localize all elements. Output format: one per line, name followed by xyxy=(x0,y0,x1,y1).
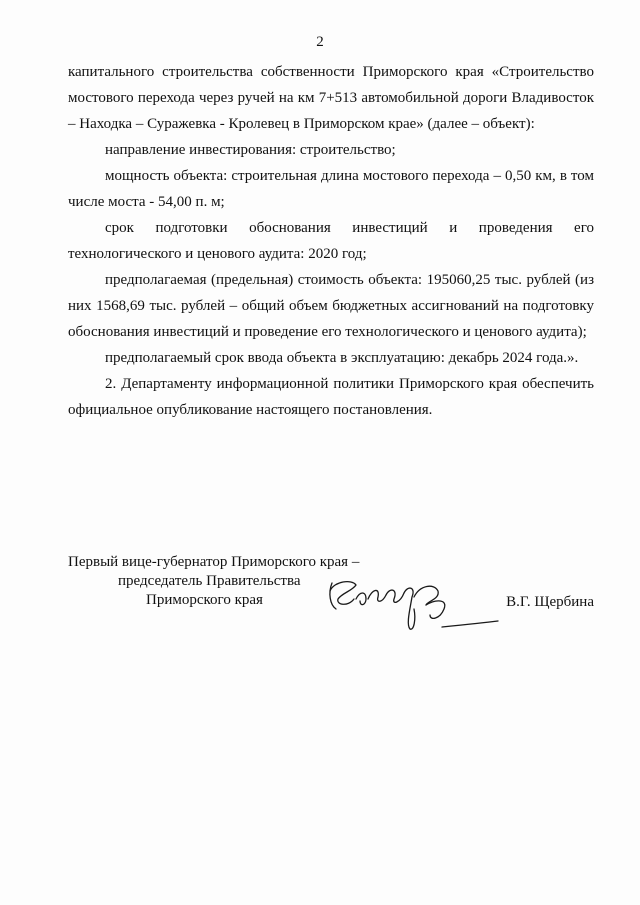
paragraph-commissioning-date: предполагаемый срок ввода объекта в эксплуатацию: декабрь 2024 года.». xyxy=(105,350,579,366)
handwritten-signature xyxy=(322,569,502,635)
signer-position-line-3: Приморского края xyxy=(146,592,263,608)
paragraph-object-capacity: мощность объекта: строительная длина мостового перехода – 0,50 км, в том числе моста - 54,00 п. м; xyxy=(68,168,594,210)
paragraph-publication-order: 2. Департаменту информационной политики Приморского края обеспечить официальное опубликование настоящего постановления. xyxy=(68,376,594,418)
paragraph-preparation-term: срок подготовки обоснования инвестиций и проведения его технологического и ценового аудита: 2020 год; xyxy=(68,220,594,262)
signer-position-line-2: председатель Правительства xyxy=(118,573,301,589)
signer-position-line-1: Первый вице-губернатор Приморского края – xyxy=(68,554,360,570)
document-body xyxy=(68,59,594,423)
paragraph-object-description: капитального строительства собственности Приморского края «Строительство мостового перехода через ручей на км 7+513 автомобильной дороги Владивосток – Находка – Суражевка - Кролевец в Приморском крае» (далее – объект): xyxy=(68,64,594,132)
paragraph-object-cost: предполагаемая (предельная) стоимость объекта: 195060,25 тыс. рублей (из них 1568,69 тыс. рублей – общий объем бюджетных ассигнований на подготовку обоснования инвестиций и проведение его технологического и ценового аудита); xyxy=(68,272,594,340)
signer-name: В.Г. Щербина xyxy=(506,594,594,610)
page-number: 2 xyxy=(316,34,324,50)
paragraph-investment-direction: направление инвестирования: строительство; xyxy=(105,142,396,158)
